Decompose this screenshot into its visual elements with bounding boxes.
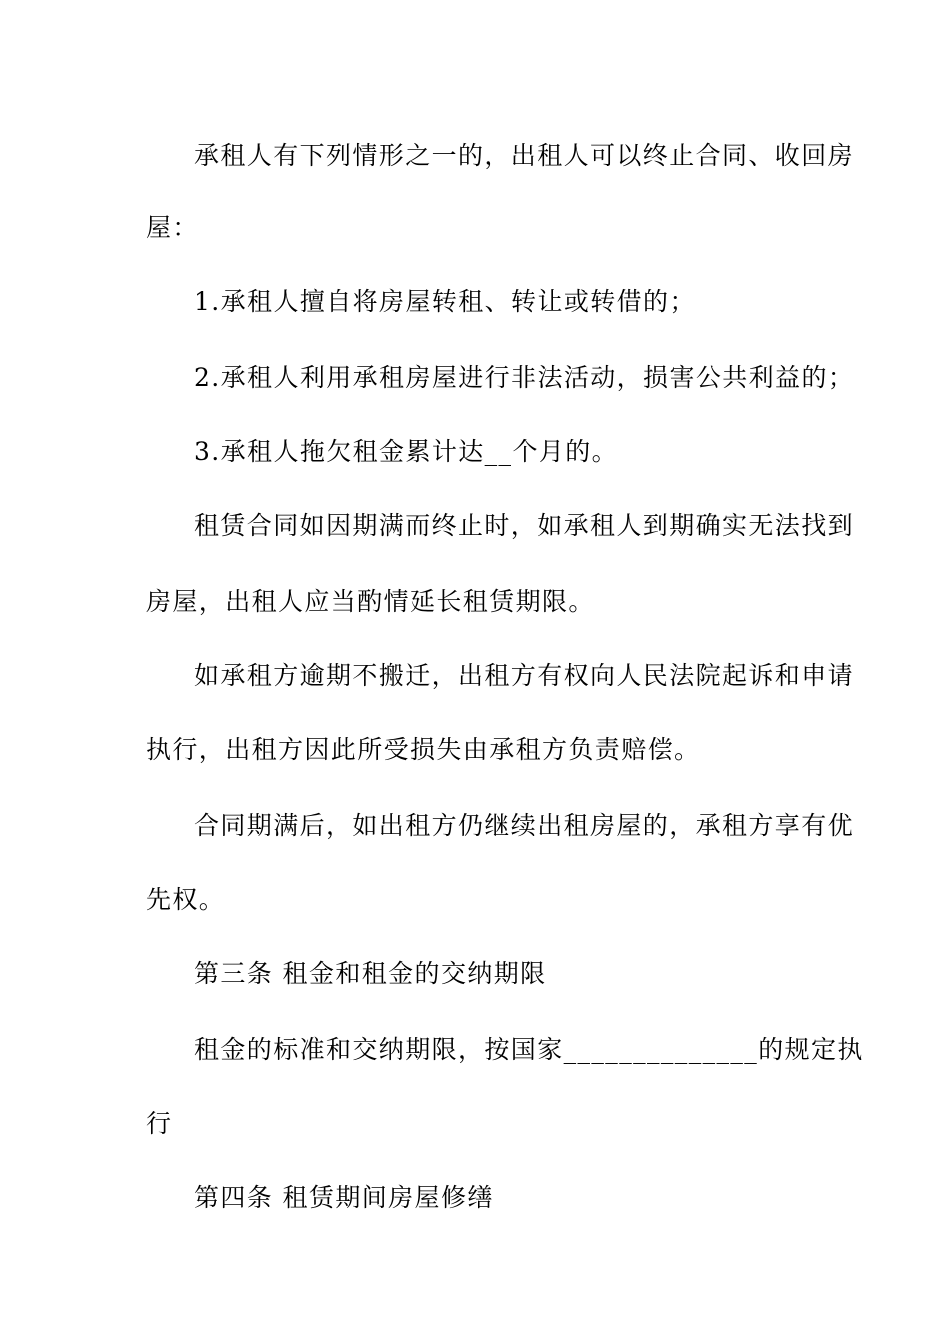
paragraph-line: 执行，出租方因此所受损失由承租方负责赔偿。 [146,735,701,764]
paragraph-line: 房屋，出租人应当酌情延长租赁期限。 [146,587,595,616]
section-heading: 第三条 租金和租金的交纳期限 [194,959,547,988]
paragraph-line: 承租人有下列情形之一的，出租人可以终止合同、收回房 [194,141,855,170]
paragraph-line: 租赁合同如因期满而终止时，如承租人到期确实无法找到 [194,511,855,540]
list-item: 1.承租人擅自将房屋转租、转让或转借的； [194,287,696,316]
paragraph-line: 行 [146,1109,173,1138]
list-item: 3.承租人拖欠租金累计达__个月的。 [194,437,619,466]
section-heading: 第四条 租赁期间房屋修缮 [194,1183,494,1212]
paragraph-line: 如承租方逾期不搬迁，出租方有权向人民法院起诉和申请 [194,661,855,690]
paragraph-line: 先权。 [146,885,226,914]
paragraph-line: 租金的标准和交纳期限，按国家______________的规定执 [194,1035,864,1064]
paragraph-line: 屋： [146,213,199,242]
list-item: 2.承租人利用承租房屋进行非法活动，损害公共利益的； [194,363,855,392]
paragraph-line: 合同期满后，如出租方仍继续出租房屋的，承租方享有优 [194,811,855,840]
